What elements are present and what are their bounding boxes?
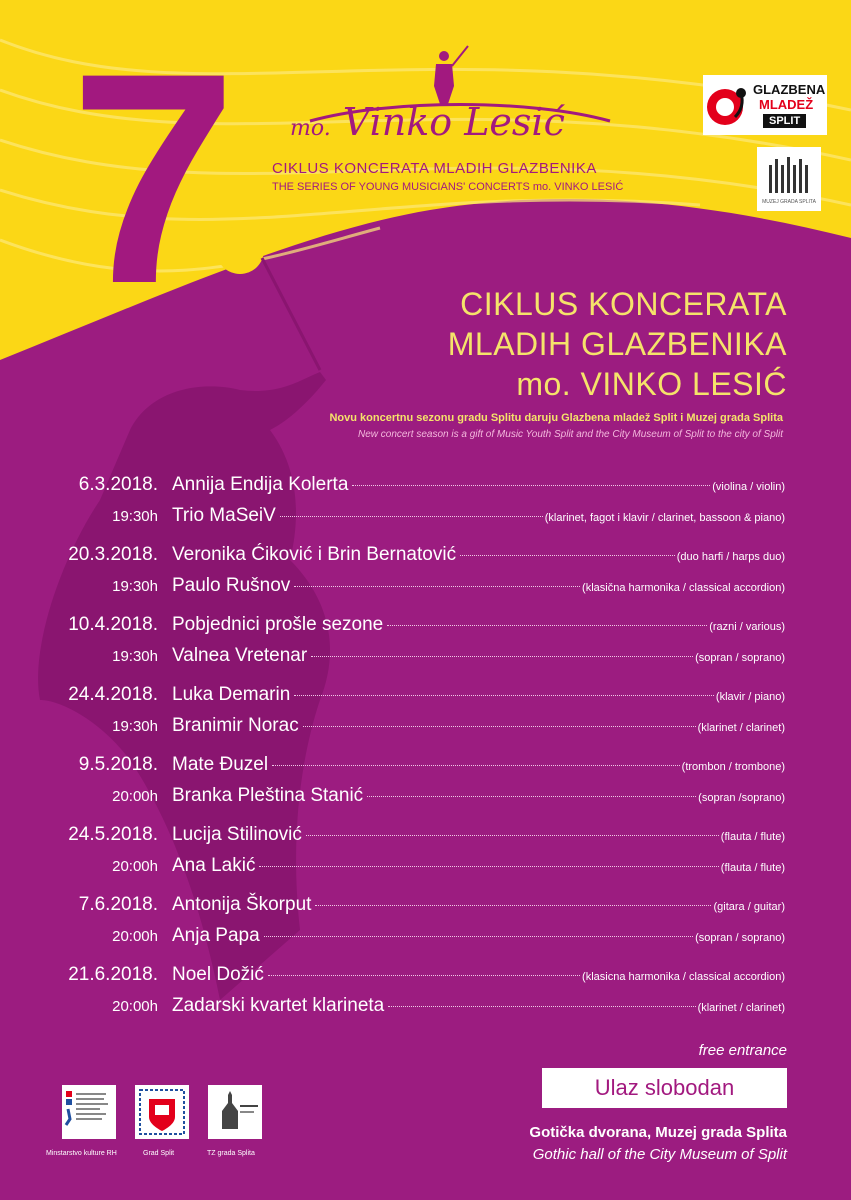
- dot-leader: [294, 695, 714, 696]
- concert-day: [0, 614, 851, 676]
- concert-date: 24.5.2018.: [68, 824, 158, 845]
- performer-name: Lucija Stilinović: [172, 824, 302, 845]
- program-row: [0, 964, 851, 995]
- performer-name: Branimir Norac: [172, 715, 299, 736]
- instrument-label: (flauta / flute): [720, 862, 785, 874]
- program-row: [0, 925, 851, 956]
- instrument-label: (sopran /soprano): [698, 792, 785, 804]
- concert-day: [0, 474, 851, 536]
- sponsor-ministry-logo: [62, 1085, 116, 1139]
- performer-name: Noel Dožić: [172, 964, 264, 985]
- instrument-label: (klasicna harmonika / classical accordion): [582, 971, 785, 983]
- concert-program: [0, 474, 851, 1034]
- subtitle-hr: CIKLUS KONCERATA MLADIH GLAZBENIKA: [272, 160, 597, 177]
- dot-leader: [387, 625, 707, 626]
- program-row: [0, 645, 851, 676]
- concert-time: 19:30h: [112, 648, 158, 665]
- sponsor-city-logo: [135, 1085, 189, 1139]
- season-note-en: New concert season is a gift of Music Youth Split and the City Museum of Split to the city of Split: [357, 429, 783, 440]
- performer-name: Antonija Škorput: [172, 894, 312, 915]
- concert-time: 20:00h: [112, 788, 158, 805]
- program-row: [0, 684, 851, 715]
- museum-building-logo-icon: [767, 155, 811, 195]
- dot-leader: [367, 796, 696, 797]
- instrument-label: (flauta / flute): [720, 831, 785, 843]
- dot-leader: [303, 726, 696, 727]
- season-note-hr: Novu koncertnu sezonu gradu Splitu daruju Glazbena mladež Split i Muzej grada Splita: [329, 412, 783, 424]
- program-row: [0, 544, 851, 575]
- instrument-label: (duo harfi / harps duo): [676, 551, 785, 563]
- concert-date: 24.4.2018.: [68, 684, 158, 705]
- sponsor-tourist-board-logo: [208, 1085, 262, 1139]
- instrument-label: (gitara / guitar): [713, 901, 785, 913]
- instrument-label: (razni / various): [709, 621, 785, 633]
- performer-name: Zadarski kvartet klarineta: [172, 995, 385, 1016]
- instrument-label: (klarinet, fagot i klavir / clarinet, bassoon & piano): [544, 512, 785, 524]
- performer-name: Anja Papa: [172, 925, 260, 946]
- concert-date: 20.3.2018.: [68, 544, 158, 565]
- instrument-label: (klarinet / clarinet): [697, 1002, 785, 1014]
- gms-line3: SPLIT: [763, 114, 806, 128]
- dot-leader: [315, 905, 711, 906]
- dot-leader: [268, 975, 580, 976]
- tourist-board-logo-icon: [208, 1085, 262, 1139]
- performer-name: Branka Pleština Stanić: [172, 785, 364, 806]
- sponsor-city-caption: Grad Split: [143, 1150, 175, 1157]
- instrument-label: (klasična harmonika / classical accordion): [582, 582, 785, 594]
- performer-name: Trio MaSeiV: [172, 505, 276, 526]
- concert-time: 20:00h: [112, 998, 158, 1015]
- program-row: [0, 855, 851, 886]
- program-row: [0, 474, 851, 505]
- gms-line1: GLAZBENA: [753, 82, 826, 97]
- heading-line-1: CIKLUS KONCERATA: [460, 286, 787, 322]
- music-note-logo-icon: [705, 83, 749, 129]
- dot-leader: [388, 1006, 695, 1007]
- performer-name: Luka Demarin: [172, 684, 291, 705]
- venue-en: Gothic hall of the City Museum of Split: [532, 1146, 787, 1163]
- concert-time: 20:00h: [112, 858, 158, 875]
- dot-leader: [294, 586, 580, 587]
- performer-name: Valnea Vretenar: [172, 645, 308, 666]
- instrument-label: (violina / violin): [712, 481, 785, 493]
- entry-badge: Ulaz slobodan: [542, 1068, 787, 1108]
- concert-day: [0, 544, 851, 606]
- brand-name: [290, 100, 565, 144]
- dot-leader: [264, 936, 693, 937]
- concert-date: 6.3.2018.: [78, 474, 158, 495]
- museum-logo: [757, 147, 821, 211]
- program-row: [0, 614, 851, 645]
- program-row: [0, 894, 851, 925]
- concert-time: 19:30h: [112, 508, 158, 525]
- edition-number: 7: [70, 10, 231, 346]
- ministry-of-culture-logo-icon: [62, 1085, 116, 1139]
- instrument-label: (sopran / soprano): [695, 652, 785, 664]
- program-row: [0, 505, 851, 536]
- program-row: [0, 785, 851, 816]
- program-row: [0, 575, 851, 606]
- program-row: [0, 715, 851, 746]
- performer-name: Paulo Rušnov: [172, 575, 291, 596]
- concert-date: 10.4.2018.: [68, 614, 158, 635]
- instrument-label: (klarinet / clarinet): [697, 722, 785, 734]
- concert-day: [0, 964, 851, 1026]
- performer-name: Ana Lakić: [172, 855, 256, 876]
- concert-date: 9.5.2018.: [78, 754, 158, 775]
- dot-leader: [259, 866, 718, 867]
- performer-name: Pobjednici prošle sezone: [172, 614, 384, 635]
- concert-date: 7.6.2018.: [78, 894, 158, 915]
- heading-line-2: MLADIH GLAZBENIKA: [447, 326, 787, 362]
- dot-leader: [460, 555, 675, 556]
- program-row: [0, 754, 851, 785]
- performer-name: Veronika Ćiković i Brin Bernatović: [172, 544, 457, 565]
- sponsor-tourist-board-caption: TZ grada Splita: [207, 1150, 255, 1157]
- brand-title: Vinko Lesić: [342, 100, 565, 144]
- concert-day: [0, 754, 851, 816]
- heading-line-3: mo. VINKO LESIĆ: [516, 366, 787, 402]
- instrument-label: (klavir / piano): [715, 691, 785, 703]
- instrument-label: (sopran / soprano): [695, 932, 785, 944]
- subtitle-en: THE SERIES OF YOUNG MUSICIANS' CONCERTS mo. VINKO LESIĆ: [272, 181, 624, 193]
- dot-leader: [352, 485, 710, 486]
- museum-logo-caption: MUZEJ GRADA SPLITA: [762, 199, 816, 205]
- performer-name: Annija Endija Kolerta: [172, 474, 349, 495]
- concert-time: 19:30h: [112, 718, 158, 735]
- dot-leader: [306, 835, 719, 836]
- program-row: [0, 995, 851, 1026]
- venue-hr: Gotička dvorana, Muzej grada Splita: [529, 1124, 787, 1141]
- dot-leader: [311, 656, 693, 657]
- gms-line2: MLADEŽ: [759, 97, 814, 112]
- instrument-label: (trombon / trombone): [681, 761, 785, 773]
- sponsor-ministry-caption: Minstarstvo kulture RH: [46, 1150, 117, 1157]
- concert-day: [0, 824, 851, 886]
- gms-logo: [703, 75, 827, 135]
- performer-name: Mate Đuzel: [172, 754, 269, 775]
- concert-time: 19:30h: [112, 578, 158, 595]
- dot-leader: [272, 765, 680, 766]
- concert-time: 20:00h: [112, 928, 158, 945]
- concert-day: [0, 894, 851, 956]
- concert-day: [0, 684, 851, 746]
- concert-date: 21.6.2018.: [68, 964, 158, 985]
- city-coat-of-arms-icon: [135, 1085, 189, 1139]
- brand-prefix: mo.: [290, 116, 331, 141]
- program-row: [0, 824, 851, 855]
- free-entrance-label: free entrance: [698, 1042, 787, 1059]
- dot-leader: [280, 516, 543, 517]
